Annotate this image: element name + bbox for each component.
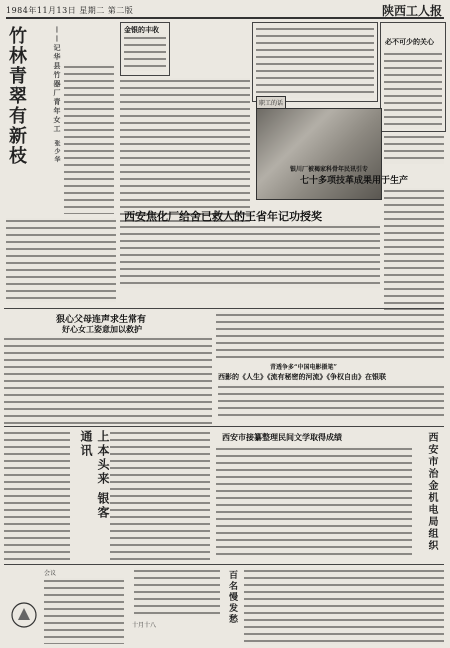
- bamboo-article: [4, 22, 116, 304]
- film-headline: 西影的《人生》《流有秘密的河流》《争权自由》在银联: [218, 372, 386, 381]
- bamboo-headline: 竹林青翠有新枝: [6, 26, 27, 166]
- workers-photo: [256, 108, 382, 200]
- poem-body: [124, 35, 166, 71]
- poem-title: 金银的丰收: [124, 25, 159, 34]
- bamboo-author: 张少华: [53, 140, 60, 164]
- xiyang-body: [120, 224, 380, 288]
- right-vertical-headline: 西安市治金机电局组织: [426, 432, 437, 552]
- small-vertical-headline: 百名慢发愁: [227, 570, 237, 625]
- unite-body: [384, 51, 442, 129]
- page-header: [6, 3, 444, 19]
- ironworks-headline: 狠心父母连声求生常有: [56, 315, 147, 325]
- coast-body: [110, 430, 210, 560]
- tech-body: [384, 188, 444, 310]
- bamboo-body-right: [64, 64, 114, 214]
- right-mid-body: [216, 312, 444, 358]
- lower-divider: [4, 426, 444, 427]
- poem-box: [120, 22, 170, 76]
- ironworks-subhead: 好心女工姿意加以救护: [62, 324, 142, 334]
- verse-body: [256, 26, 374, 98]
- recruit-headline: 西安市接纂整理民间文学取得成绩: [222, 432, 342, 442]
- date-line: 1984年11月13日 星期二 第二版: [6, 6, 134, 15]
- photo-caption-badge: 职工的话: [256, 96, 286, 109]
- mid-divider: [4, 308, 444, 309]
- factory-title: 银川厂被褐家科骨年民讯引专: [290, 166, 369, 173]
- tech-intro: [384, 134, 444, 164]
- bottom-mid-body: [134, 568, 220, 616]
- bamboo-subtitle: ——记华县竹器厂青年女工: [53, 26, 62, 134]
- film-body: [218, 384, 444, 420]
- coast-headline: 上本头来 银客通讯: [79, 430, 110, 521]
- ironworks-body: [4, 336, 212, 424]
- lower-left-body: [4, 430, 70, 560]
- pub-note: 十月十八: [132, 622, 157, 629]
- unite-box: [380, 22, 446, 132]
- bottom-left-heading: 会议: [44, 570, 57, 577]
- bottom-right-body: [244, 568, 444, 644]
- tech-title: 七十多项技革成果用于生产: [300, 176, 409, 186]
- decorative-emblem-icon: [10, 600, 38, 630]
- masthead: 陕西工人报: [381, 4, 442, 18]
- bottom-left-body: [44, 578, 124, 644]
- bottom-divider: [4, 564, 444, 565]
- xiyang-headline: 西安焦化厂给舍已救人的王省年记功授奖: [124, 210, 322, 223]
- bamboo-body-bottom: [6, 218, 116, 302]
- recruit-body: [216, 446, 412, 556]
- unite-title: 必不可少的关心: [385, 37, 434, 46]
- verse-box: [252, 22, 378, 102]
- film-kicker: 青透争多“中国电影摄笔”: [270, 364, 337, 371]
